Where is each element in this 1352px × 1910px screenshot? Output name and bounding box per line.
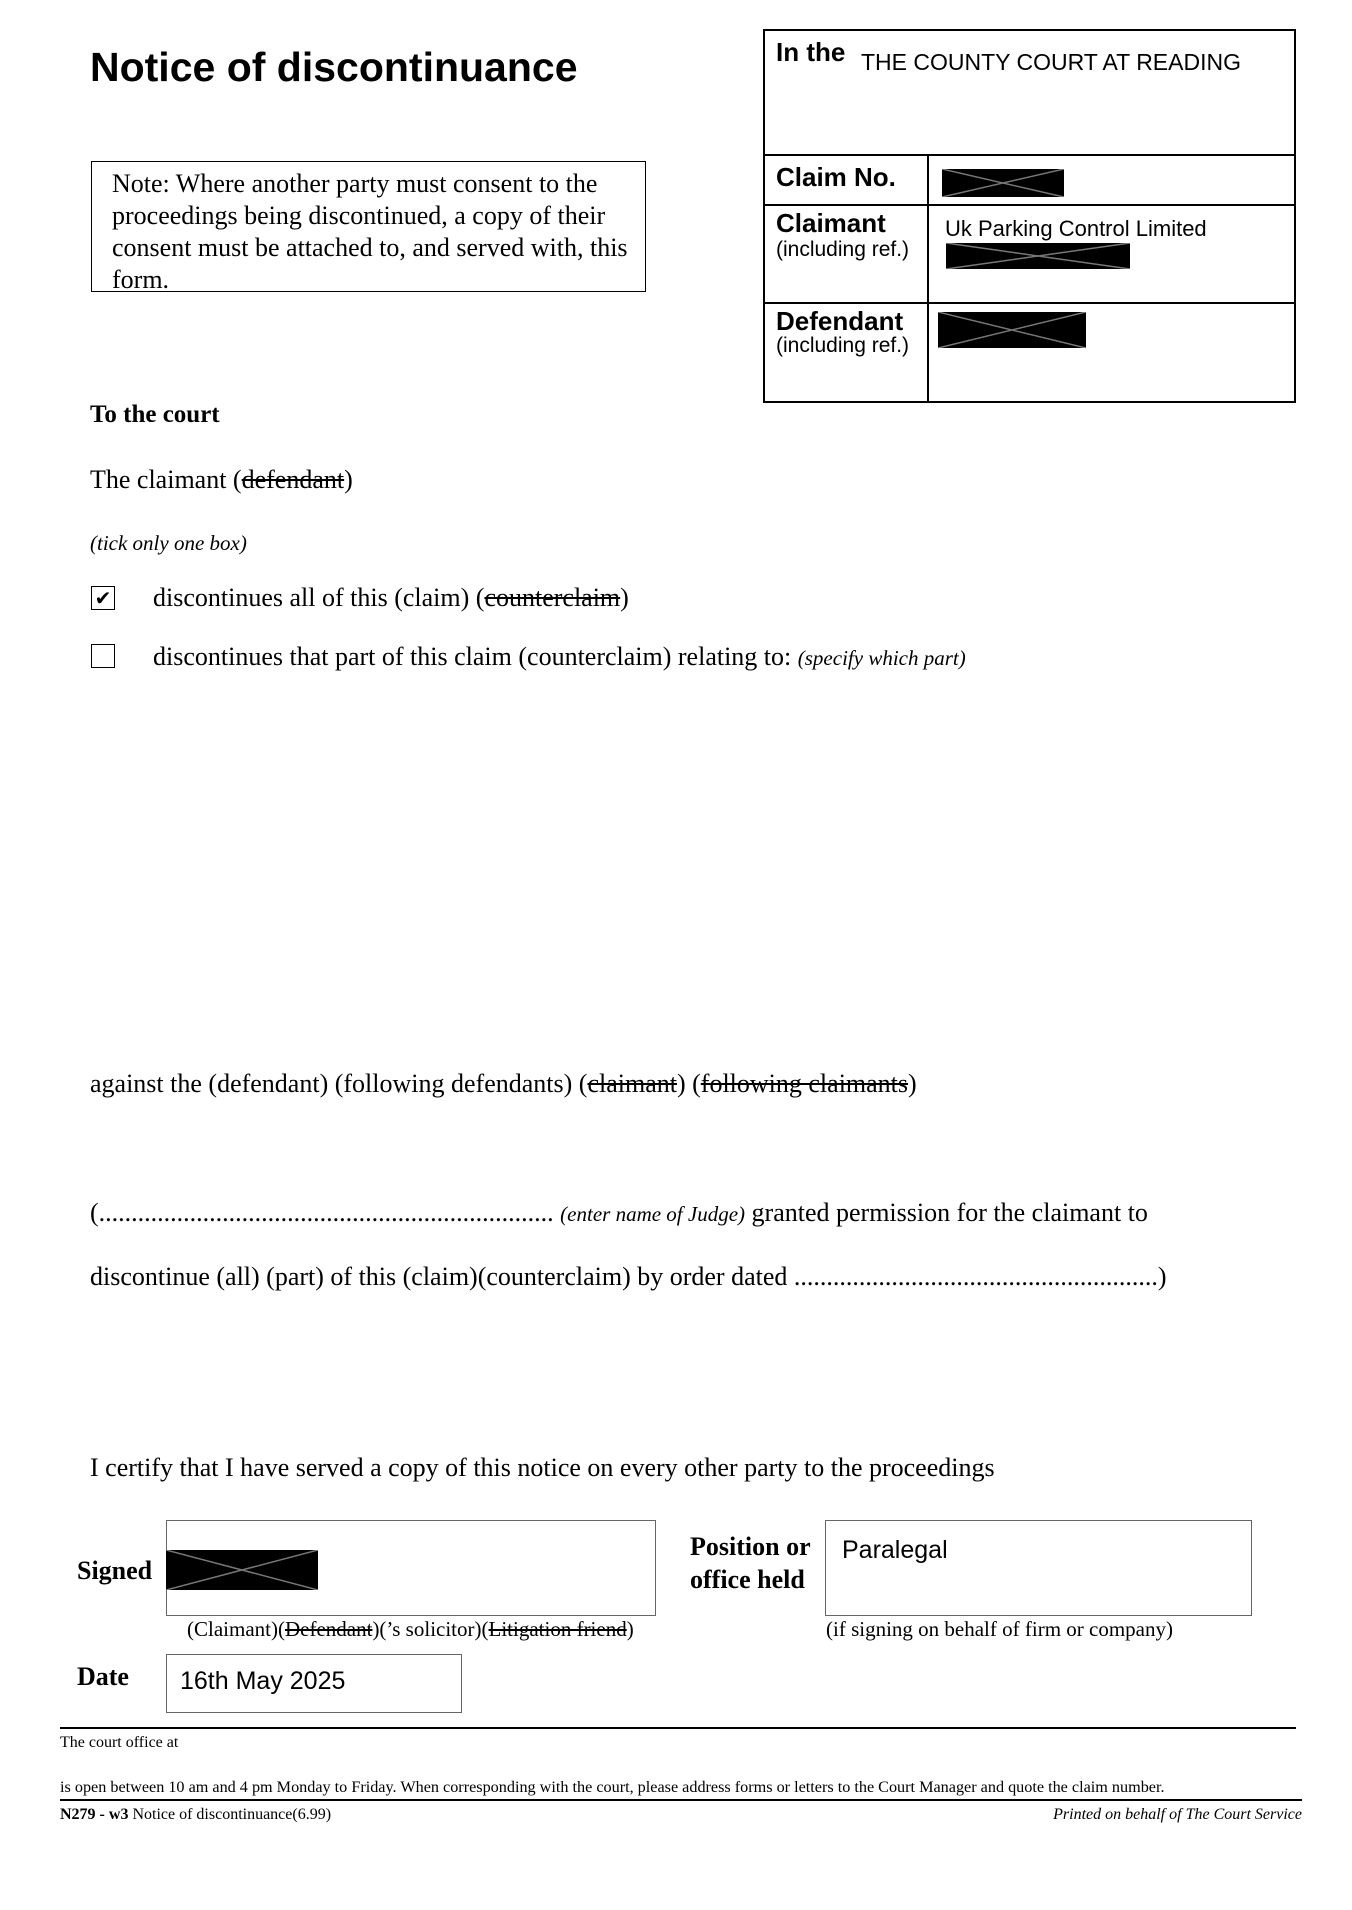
court-details-table <box>763 29 1296 403</box>
position-label <box>690 1530 811 1596</box>
against-mid: ) ( <box>676 1069 701 1098</box>
position-label-line1: Position or <box>690 1532 811 1561</box>
specify-part-hint: (specify which part) <box>797 646 966 670</box>
claimant-prefix: The claimant ( <box>90 465 242 494</box>
service-certification: I certify that I have served a copy of this notice on every other party to the proceedings <box>90 1453 995 1482</box>
discontinue-all-checkbox[interactable]: ✔ <box>91 586 115 610</box>
against-prefix: against the (defendant) (following defendants) ( <box>90 1069 588 1098</box>
struck-counterclaim: counterclaim <box>484 583 621 612</box>
in-the-label: In the <box>776 37 846 67</box>
judge-permission-line <box>90 1198 1148 1228</box>
claim-number-redaction <box>942 169 1064 197</box>
form-reference <box>60 1806 331 1824</box>
signature-redaction <box>166 1550 318 1590</box>
struck-defendant: defendant <box>241 465 345 494</box>
position-value: Paralegal <box>842 1536 948 1564</box>
table-divider <box>765 302 1294 304</box>
position-hint: (if signing on behalf of firm or company) <box>826 1617 1173 1641</box>
claimant-ref-redaction <box>946 243 1130 269</box>
consent-note: Note: Where another party must consent to the proceedings being discontinued, a copy of their consent must be attached to, and served with, this form. <box>91 161 646 292</box>
form-title: Notice of discontinuance <box>90 44 578 90</box>
form-code: N279 - w3 <box>60 1806 129 1823</box>
defendant-redaction <box>938 312 1086 348</box>
struck-claimant: claimant <box>587 1069 677 1098</box>
date-field[interactable] <box>166 1654 462 1713</box>
date-value: 16th May 2025 <box>180 1667 346 1695</box>
office-hours-line: is open between 10 am and 4 pm Monday to Friday. When corresponding with the court, please address forms or letters to the Court Manager and quote the claim number. <box>60 1778 1302 1801</box>
defendant-ref-hint: (including ref.) <box>776 334 910 357</box>
claimant-name: Uk Parking Control Limited <box>945 216 1207 241</box>
defendant-label: Defendant <box>776 306 904 336</box>
struck-litigation-friend: Litigation friend <box>488 1617 627 1641</box>
order-date-line: discontinue (all) (part) of this (claim)(counterclaim) by order dated ........................................................) <box>90 1262 1167 1291</box>
position-label-line2: office held <box>690 1565 805 1594</box>
against-statement <box>90 1069 917 1099</box>
claim-no-label: Claim No. <box>776 162 896 192</box>
judge-dots: (...................................................................... <box>90 1198 554 1227</box>
printed-by: Printed on behalf of The Court Service <box>1053 1806 1302 1823</box>
table-divider <box>765 204 1294 206</box>
table-divider <box>765 154 1294 156</box>
signed-label: Signed <box>77 1556 153 1585</box>
table-divider <box>927 154 929 403</box>
claimant-statement <box>90 465 353 495</box>
signer-role-options <box>187 1617 634 1642</box>
role-mid: )(’s solicitor)( <box>372 1617 489 1641</box>
option1-suffix: ) <box>620 583 629 612</box>
judge-permission-text: granted permission for the claimant to <box>751 1198 1148 1227</box>
tick-instruction: (tick only one box) <box>90 531 247 555</box>
role-suffix: ) <box>626 1617 634 1641</box>
discontinue-all-label <box>153 583 629 613</box>
position-field[interactable] <box>825 1520 1252 1616</box>
struck-defendant-role: Defendant <box>284 1617 373 1641</box>
struck-following-claimants: following claimants <box>700 1069 909 1098</box>
date-label: Date <box>77 1662 129 1691</box>
to-the-court-heading: To the court <box>90 401 220 428</box>
discontinue-part-checkbox[interactable] <box>91 644 115 668</box>
discontinue-part-label <box>153 642 966 672</box>
court-office-line: The court office at <box>60 1734 179 1751</box>
option2-text: discontinues that part of this claim (counterclaim) relating to: <box>153 642 792 671</box>
court-name: THE COUNTY COURT AT READING <box>861 49 1241 75</box>
option1-text: discontinues all of this (claim) ( <box>153 583 485 612</box>
claimant-label: Claimant <box>776 208 886 238</box>
against-suffix: ) <box>908 1069 917 1098</box>
form-name: Notice of discontinuance(6.99) <box>132 1806 332 1823</box>
judge-name-hint: (enter name of Judge) <box>560 1202 746 1226</box>
claimant-suffix: ) <box>344 465 353 494</box>
role-prefix: (Claimant)( <box>187 1617 285 1641</box>
claimant-ref-hint: (including ref.) <box>776 238 910 261</box>
footer-rule <box>60 1727 1296 1729</box>
